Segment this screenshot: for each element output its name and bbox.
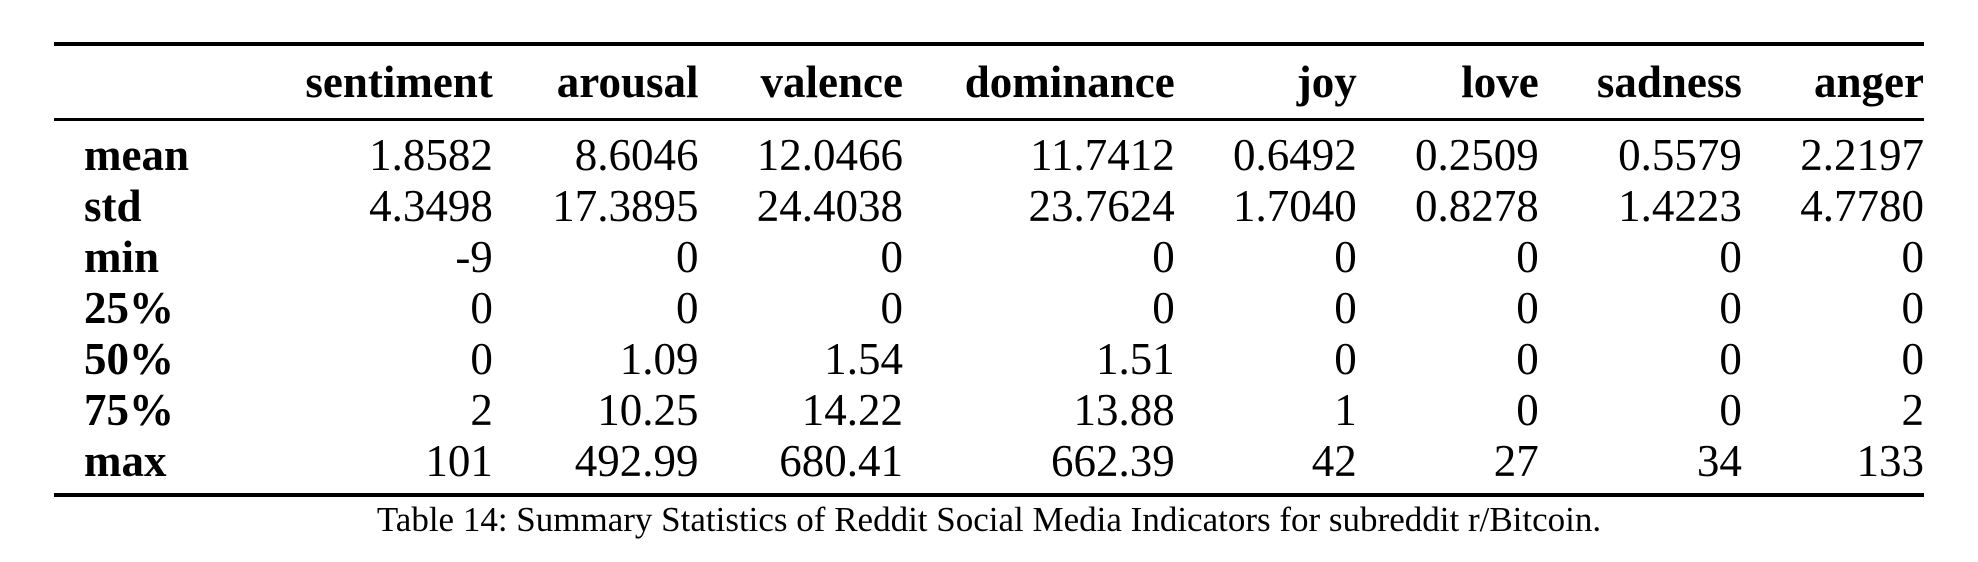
table-row bbox=[54, 283, 1924, 334]
table-cell: 1.54 bbox=[824, 334, 903, 384]
summary-statistics-table bbox=[54, 46, 1924, 493]
table-cell: 0 bbox=[1719, 283, 1742, 333]
table-cell: 8.6046 bbox=[574, 130, 699, 180]
table-cell: 1.51 bbox=[1095, 334, 1175, 384]
table-bottom-rule bbox=[54, 493, 1924, 497]
table-cell: 0 bbox=[1719, 385, 1742, 435]
table-cell: 0.5579 bbox=[1618, 130, 1742, 180]
table-cell: 0 bbox=[880, 232, 903, 282]
table-cell: 0 bbox=[470, 334, 493, 384]
table-cell: 0 bbox=[1152, 283, 1175, 333]
column-header-anger: anger bbox=[1814, 57, 1924, 107]
table-row bbox=[54, 121, 1924, 181]
column-header-dominance: dominance bbox=[964, 57, 1175, 107]
table-header bbox=[54, 46, 1924, 118]
column-header-arousal: arousal bbox=[556, 57, 699, 107]
row-label: 50% bbox=[84, 334, 174, 384]
table-cell: 0 bbox=[1719, 232, 1742, 282]
table-cell: 0 bbox=[1516, 232, 1539, 282]
table-body bbox=[54, 118, 1924, 493]
table-cell: 42 bbox=[1311, 436, 1357, 486]
table-cell: 0.8278 bbox=[1414, 181, 1539, 231]
table-cell: 0 bbox=[676, 283, 699, 333]
table-cell: 0 bbox=[1334, 334, 1357, 384]
table-cell: 0 bbox=[1516, 283, 1539, 333]
row-label: 25% bbox=[84, 283, 174, 333]
table-cell: 662.39 bbox=[1050, 436, 1175, 486]
table-cell: 4.7780 bbox=[1800, 181, 1924, 231]
table-cell: 680.41 bbox=[779, 436, 903, 486]
table-cell: 17.3895 bbox=[552, 181, 699, 231]
table-row bbox=[54, 436, 1924, 493]
table-cell: 12.0466 bbox=[756, 130, 903, 180]
row-label: max bbox=[84, 436, 167, 486]
table-cell: 0 bbox=[676, 232, 699, 282]
table-cell: 1 bbox=[1334, 385, 1357, 435]
table-cell: 10.25 bbox=[597, 385, 699, 435]
table-cell: 492.99 bbox=[574, 436, 699, 486]
table-cell: 0.2509 bbox=[1414, 130, 1539, 180]
table-cell: 2 bbox=[1901, 385, 1924, 435]
table-cell: 133 bbox=[1856, 436, 1924, 486]
table-cell: -9 bbox=[455, 232, 493, 282]
row-label: mean bbox=[84, 130, 189, 180]
column-header-valence: valence bbox=[760, 57, 903, 107]
table-cell: 2.2197 bbox=[1800, 130, 1924, 180]
table-cell: 0 bbox=[1334, 232, 1357, 282]
table-cell: 0 bbox=[1901, 232, 1924, 282]
stub-column-header bbox=[54, 46, 219, 118]
column-header-sentiment: sentiment bbox=[305, 57, 493, 107]
table-caption: Table 14: Summary Statistics of Reddit Social Media Indicators for subreddit r/Bitcoin. bbox=[376, 500, 1602, 539]
table-cell: 1.7040 bbox=[1232, 181, 1357, 231]
table-cell: 0 bbox=[470, 283, 493, 333]
table-cell: 1.09 bbox=[619, 334, 699, 384]
table-cell: 13.88 bbox=[1073, 385, 1175, 435]
table-cell: 24.4038 bbox=[756, 181, 903, 231]
table-row bbox=[54, 385, 1924, 436]
column-header-love: love bbox=[1461, 57, 1539, 107]
table-cell: 0 bbox=[1152, 232, 1175, 282]
table-cell: 23.7624 bbox=[1028, 181, 1175, 231]
table-cell: 0 bbox=[1719, 334, 1742, 384]
table-cell: 2 bbox=[470, 385, 493, 435]
row-label: std bbox=[84, 181, 142, 231]
column-header-sadness: sadness bbox=[1596, 57, 1742, 107]
table-row bbox=[54, 181, 1924, 232]
table-row bbox=[54, 232, 1924, 283]
table-cell: 0 bbox=[1516, 334, 1539, 384]
table-cell: 14.22 bbox=[801, 385, 903, 435]
table-cell: 0.6492 bbox=[1232, 130, 1357, 180]
table-row bbox=[54, 334, 1924, 385]
table-cell: 4.3498 bbox=[369, 181, 493, 231]
table-cell: 27 bbox=[1493, 436, 1539, 486]
table-cell: 1.4223 bbox=[1618, 181, 1742, 231]
table-cell: 11.7412 bbox=[1030, 130, 1175, 180]
table-cell: 0 bbox=[1334, 283, 1357, 333]
table-cell: 0 bbox=[1901, 283, 1924, 333]
row-label: min bbox=[84, 232, 160, 282]
table-cell: 34 bbox=[1696, 436, 1742, 486]
statistics-table-container bbox=[54, 42, 1924, 497]
table-cell: 0 bbox=[880, 283, 903, 333]
column-header-joy: joy bbox=[1296, 57, 1357, 107]
table-cell: 1.8582 bbox=[369, 130, 493, 180]
header-row bbox=[54, 46, 1924, 118]
table-cell: 101 bbox=[425, 436, 493, 486]
table-cell: 0 bbox=[1516, 385, 1539, 435]
row-label: 75% bbox=[84, 385, 174, 435]
table-cell: 0 bbox=[1901, 334, 1924, 384]
